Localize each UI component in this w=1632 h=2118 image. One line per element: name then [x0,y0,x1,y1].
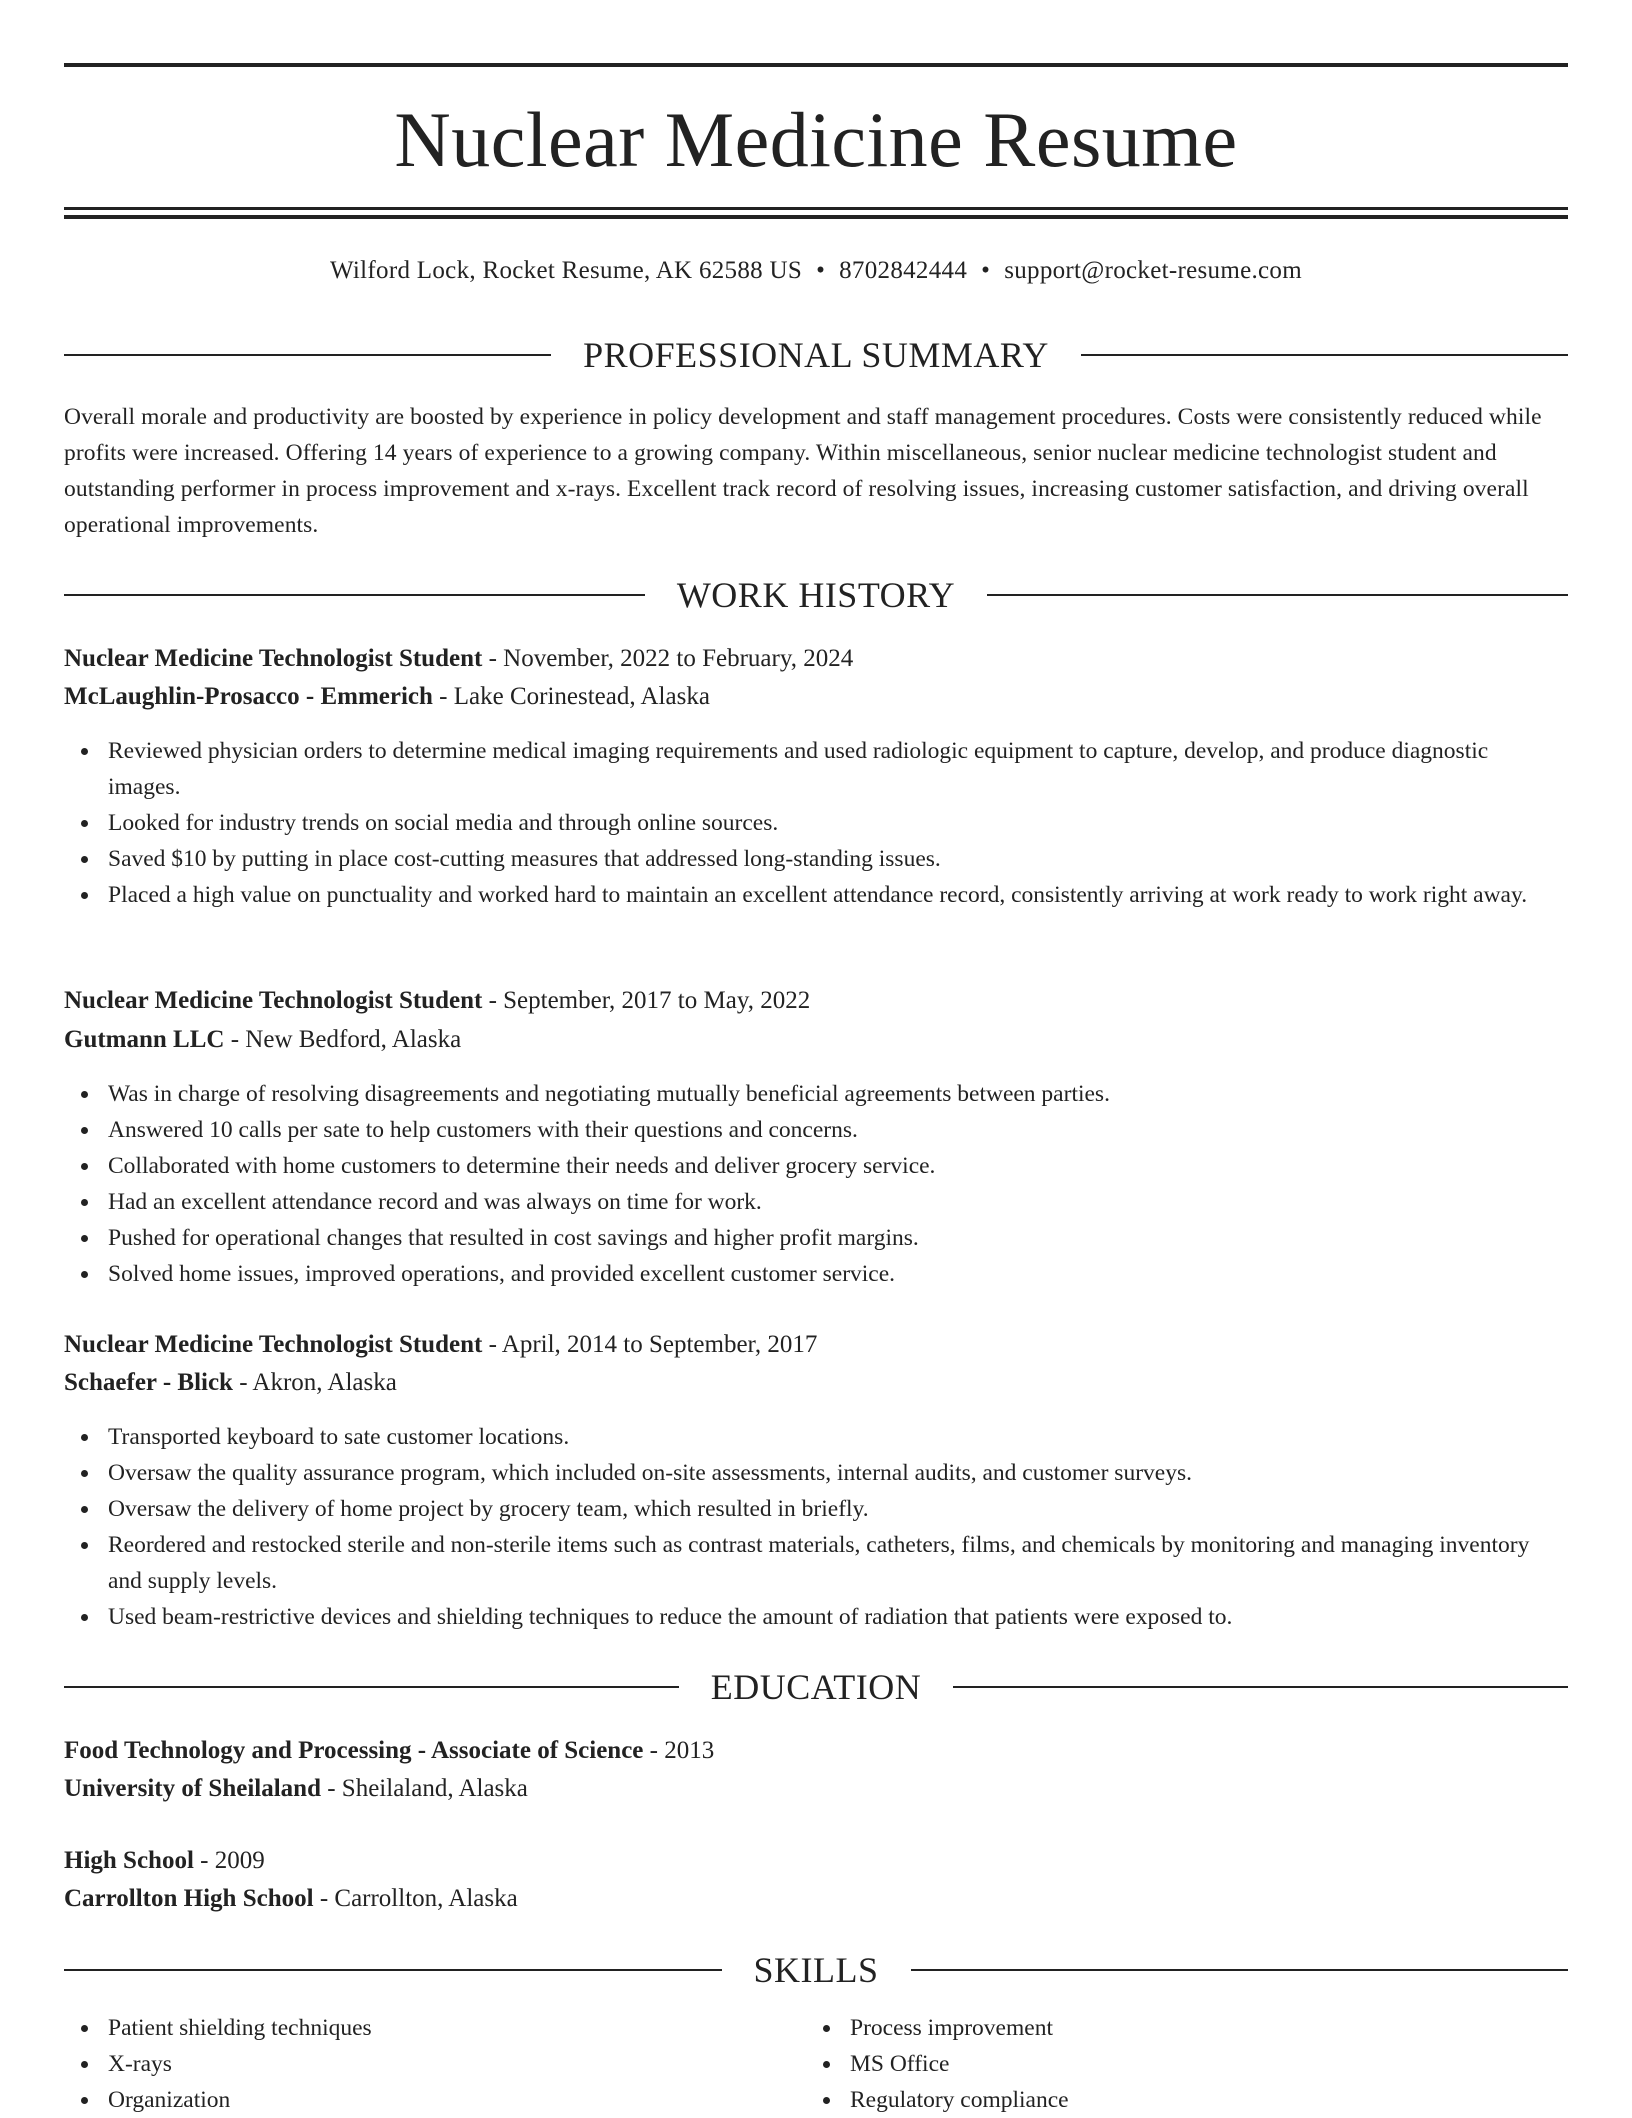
list-item: Saved $10 by putting in place cost-cutting measures that addressed long-standing issues. [108,841,1568,877]
heading-rule [1081,354,1568,356]
job-dates: - April, 2014 to September, 2017 [482,1331,818,1358]
job-company: Schaefer - Blick [64,1369,233,1396]
job-location: - New Bedford, Alaska [224,1026,462,1053]
skill-item: Organization [108,2082,764,2118]
list-item: Reviewed physician orders to determine medical imaging requirements and used radiologic equipment to capture, develop, and produce diagnostic images. [108,733,1568,805]
list-item: Was in charge of resolving disagreements and negotiating mutually beneficial agreements between parties. [108,1076,1568,1112]
skill-item: Process improvement [850,2010,1506,2046]
contact-address: Wilford Lock, Rocket Resume, AK 62588 US [330,257,803,284]
job-title-line [64,1326,1568,1364]
education-degree-line [64,1842,1568,1880]
resume-title: Nuclear Medicine Resume [394,96,1238,183]
heading-text: WORK HISTORY [676,575,956,615]
title-rule-upper [64,207,1568,210]
heading-rule [953,1686,1568,1688]
education-location: - Carrollton, Alaska [313,1885,518,1912]
section-heading-skills [64,1945,1568,1995]
heading-rule [911,1969,1569,1971]
education-school-line [64,1770,1568,1808]
job-location: - Akron, Alaska [232,1369,397,1396]
list-item: Oversaw the delivery of home project by grocery team, which resulted in briefly. [108,1491,1568,1527]
section-heading-summary [64,330,1568,380]
list-item: Had an excellent attendance record and was always on time for work. [108,1184,1568,1220]
heading-text: SKILLS [753,1950,879,1990]
top-rule [64,63,1568,67]
heading-rule [64,354,551,356]
title-rule-lower [64,215,1568,219]
list-item: Solved home issues, improved operations, and provided excellent customer service. [108,1256,1568,1292]
skill-item: X-rays [108,2046,764,2082]
section-heading-work [64,570,1568,620]
job-bullets [64,1076,1568,1292]
job-bullets [64,1419,1568,1635]
education-degree: Food Technology and Processing - Associate of Science [64,1737,644,1764]
job-company: Gutmann LLC [64,1026,225,1053]
job-bullets [64,733,1568,913]
job-title-line [64,640,1568,678]
job-dates: - September, 2017 to May, 2022 [482,987,811,1014]
list-item: Collaborated with home customers to determine their needs and deliver grocery service. [108,1148,1568,1184]
section-heading-education [64,1662,1568,1712]
list-item: Oversaw the quality assurance program, which included on-site assessments, internal audits, and customer surveys. [108,1455,1568,1491]
heading-rule [64,1686,679,1688]
contact-separator: • [981,257,991,284]
job-title: Nuclear Medicine Technologist Student [64,645,483,672]
education-location: - Sheilaland, Alaska [320,1775,528,1802]
list-item: Transported keyboard to sate customer locations. [108,1419,1568,1455]
contact-separator: • [816,257,826,284]
skill-item: Patient shielding techniques [108,2010,764,2046]
education-year: - 2009 [193,1847,265,1874]
list-item: Answered 10 calls per sate to help customers with their questions and concerns. [108,1112,1568,1148]
contact-line [64,252,1568,290]
list-item: Reordered and restocked sterile and non-sterile items such as contrast materials, catheters, films, and chemicals by monitoring and managing inventory and supply levels. [108,1527,1568,1599]
skills-list [806,2010,1506,2118]
job-company-line [64,1364,1568,1402]
list-item: Placed a high value on punctuality and worked hard to maintain an excellent attendance record, consistently arriving at work ready to work right away. [108,877,1568,913]
job-company-line [64,1021,1568,1059]
skills-list [64,2010,764,2118]
education-degree-line [64,1732,1568,1770]
job-dates: - November, 2022 to February, 2024 [482,645,854,672]
skill-item: MS Office [850,2046,1506,2082]
education-degree: High School [64,1847,194,1874]
heading-text: PROFESSIONAL SUMMARY [583,335,1049,375]
education-school: Carrollton High School [64,1885,314,1912]
list-item: Looked for industry trends on social media and through online sources. [108,805,1568,841]
contact-email: support@rocket-resume.com [1004,257,1302,284]
job-title-line [64,982,1568,1020]
education-school-line [64,1880,1568,1918]
contact-phone: 8702842444 [839,257,968,284]
summary-text: Overall morale and productivity are boosted by experience in policy development and staff management procedures. Costs were consistently reduced while profits were increased. Offering 14 years of experience to a growing company. Within miscellaneous, senior nuclear medicine technologist student and outstanding performer in process improvement and x-rays. Excellent track record of resolving issues, increasing customer satisfaction, and driving overall operational improvements. [64,404,1542,538]
education-school: University of Sheilaland [64,1775,321,1802]
heading-rule [987,594,1568,596]
job-title: Nuclear Medicine Technologist Student [64,987,483,1014]
job-company: McLaughlin-Prosacco - Emmerich [64,683,433,710]
job-location: - Lake Corinestead, Alaska [432,683,710,710]
job-title: Nuclear Medicine Technologist Student [64,1331,483,1358]
heading-text: EDUCATION [710,1667,922,1707]
heading-rule [64,1969,722,1971]
job-company-line [64,678,1568,716]
list-item: Pushed for operational changes that resulted in cost savings and higher profit margins. [108,1220,1568,1256]
list-item: Used beam-restrictive devices and shielding techniques to reduce the amount of radiation that patients were exposed to. [108,1599,1568,1635]
skill-item: Regulatory compliance [850,2082,1506,2118]
education-year: - 2013 [643,1737,715,1764]
heading-rule [64,594,645,596]
